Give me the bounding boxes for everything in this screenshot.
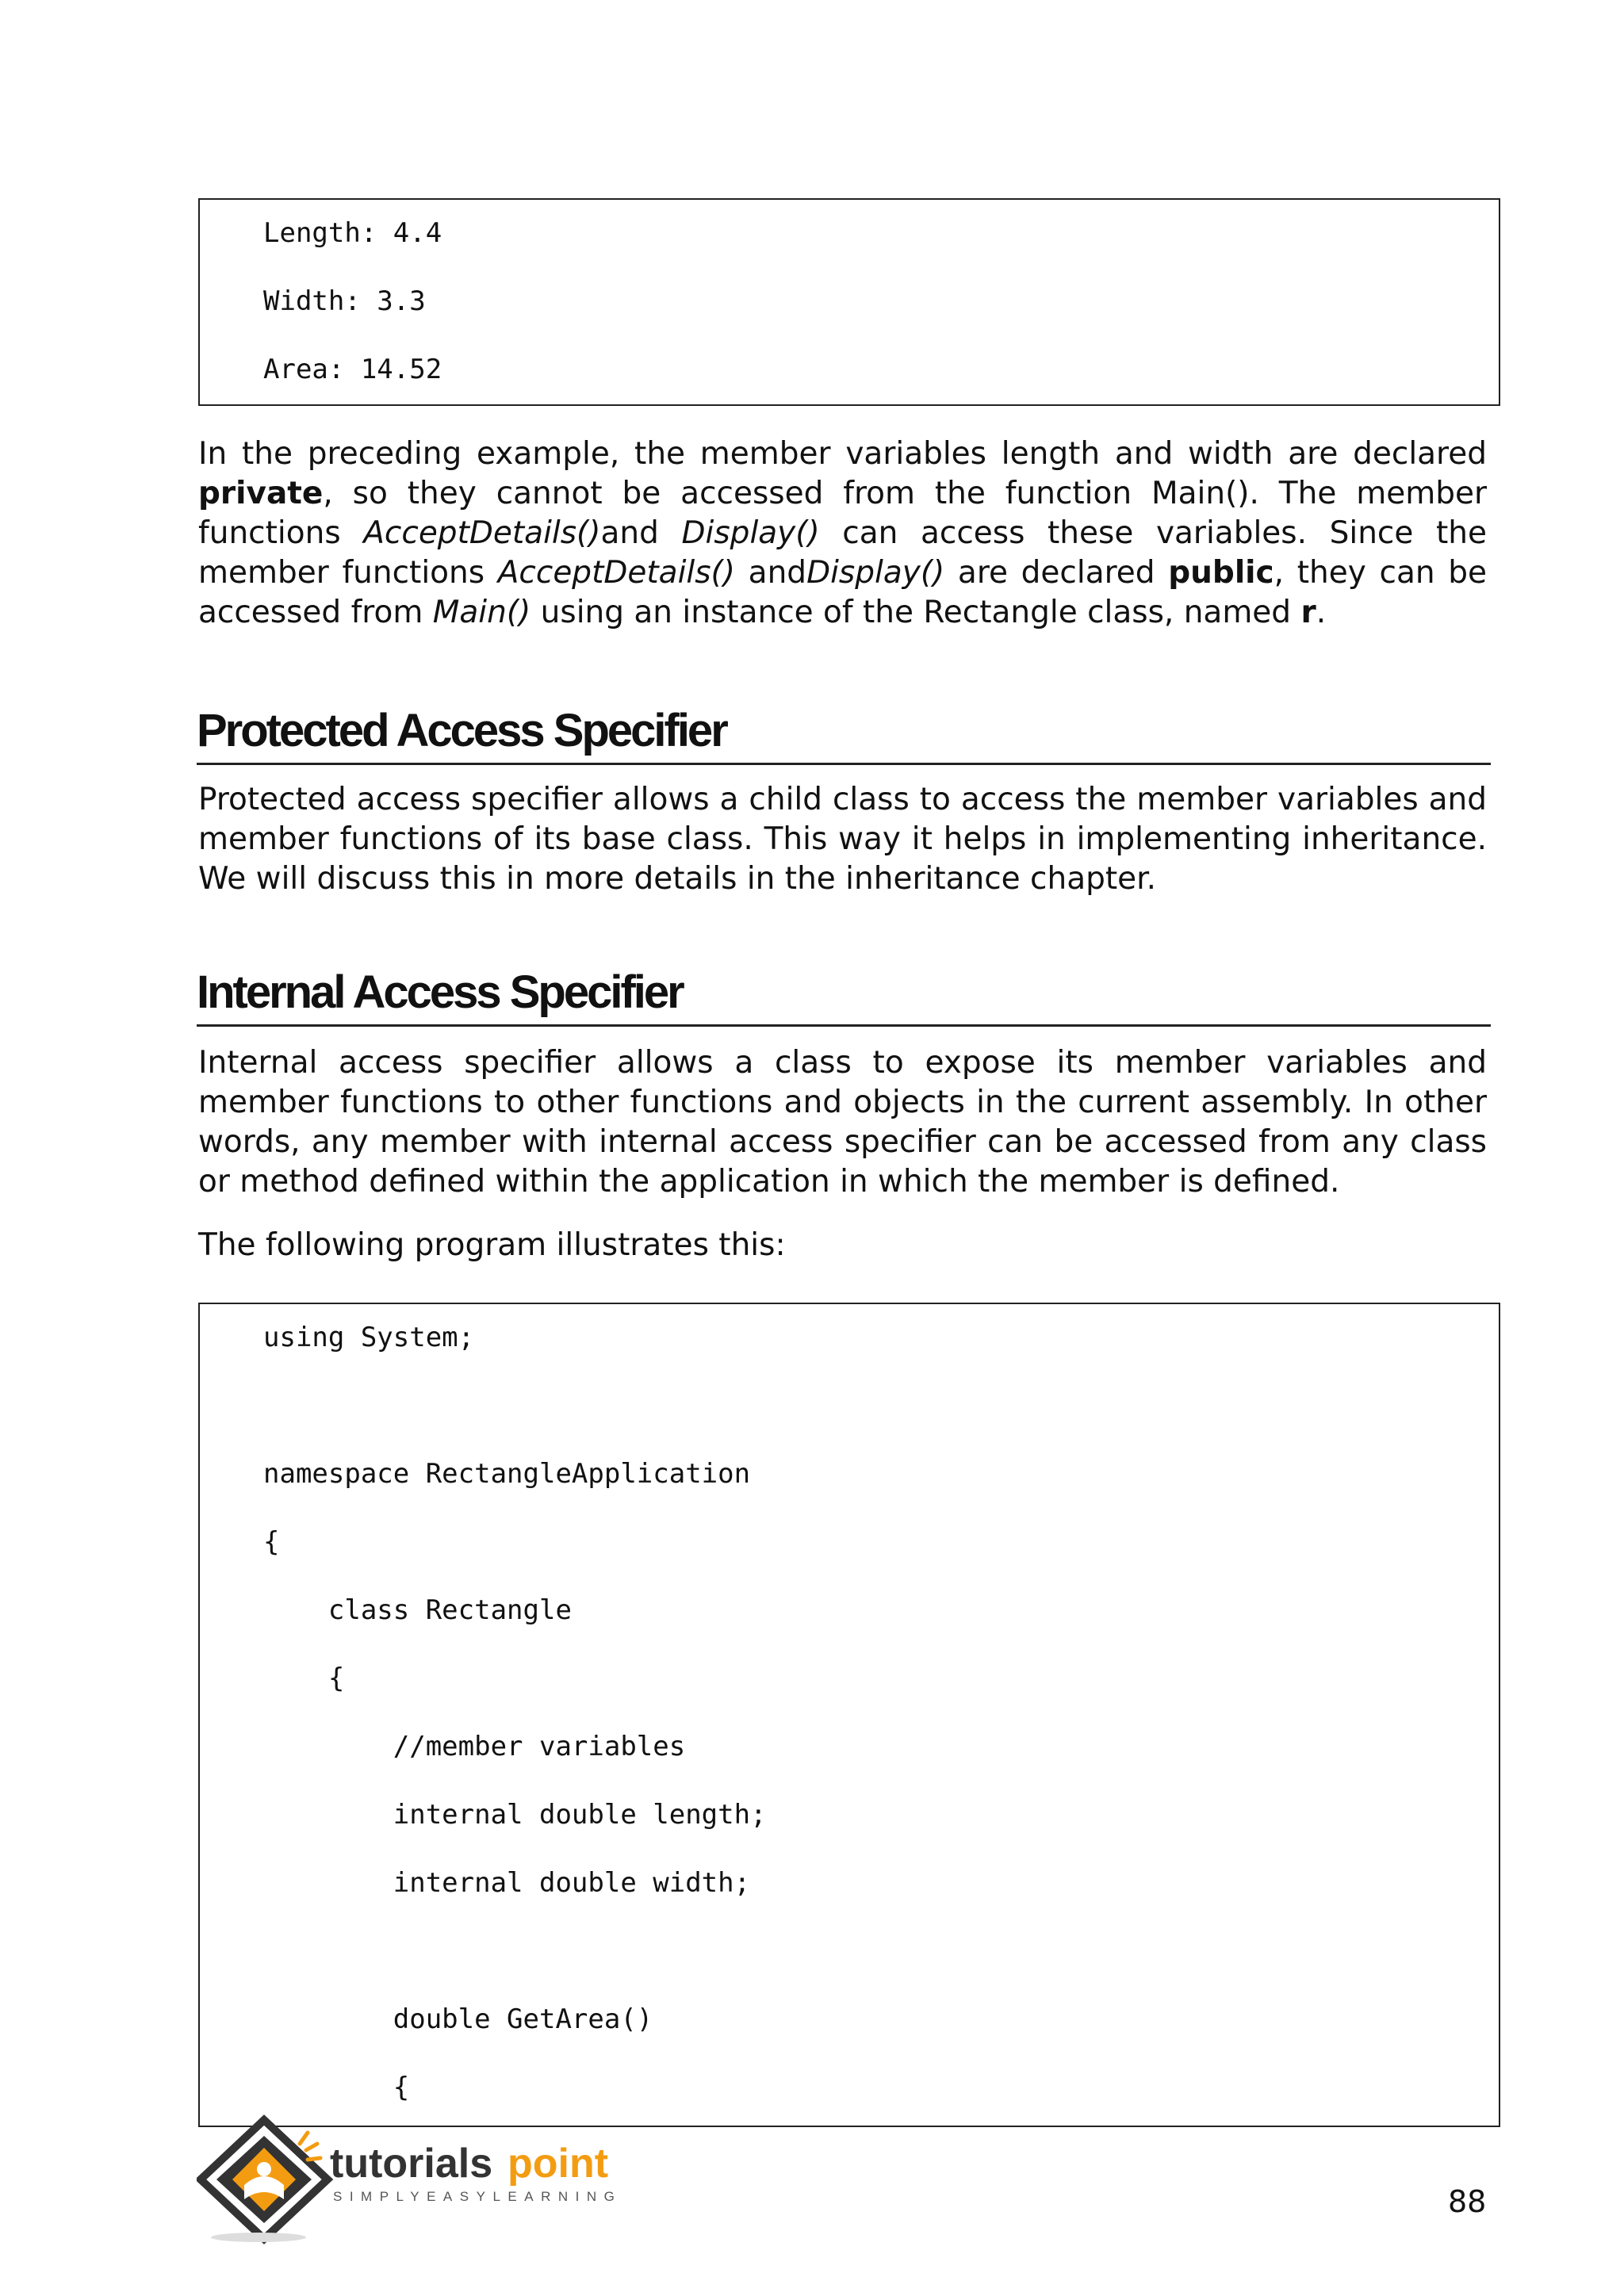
tutorialspoint-logo [197, 2112, 657, 2247]
code-line: namespace RectangleApplication [263, 1458, 751, 1490]
code-line: double GetArea() [263, 2003, 653, 2035]
heading-internal-access-specifier: Internal Access Specifier [197, 966, 1491, 1027]
code-line: { [263, 2072, 410, 2103]
svg-text:point: point [508, 2141, 609, 2187]
paragraph-protected: Protected access specifier allows a child class to access the member variables and member functions of its base class. This way it helps in implementing inheritance. We will discuss this in more details in the inheritance chapter. [198, 782, 1487, 897]
code-line: internal double length; [263, 1799, 767, 1831]
paragraph-following-program: The following program illustrates this: [198, 1227, 786, 1263]
output-line: Area: 14.52 [263, 354, 442, 385]
program-code-box [198, 1303, 1500, 2127]
paragraph-internal: Internal access specifier allows a class to expose its member variables and member functions to other functions and objects in the current assembly. In other words, any member with internal access specifier can be accessed from any class or method defined within the application in which the member is defined. [198, 1045, 1487, 1200]
svg-text:SIMPLYEASYLEARNING: SIMPLYEASYLEARNING [333, 2189, 622, 2204]
heading-protected-access-specifier: Protected Access Specifier [197, 704, 1491, 765]
svg-text:tutorials: tutorials [330, 2141, 493, 2187]
page-number: 88 [1448, 2184, 1487, 2219]
code-line: { [263, 1526, 280, 1558]
code-line: internal double width; [263, 1867, 751, 1899]
logo-emblem-icon [201, 2120, 327, 2242]
code-line: { [263, 1663, 345, 1694]
paragraph-private-explanation: In the preceding example, the member variables length and width are declared private, so they cannot be accessed from the function Main(). The member functions AcceptDetails()and Display() can access these variables. Since the member functions AcceptDetails() andDisplay() are declared public, they can be accessed from Main() using an instance of the Rectangle class, named r. [198, 436, 1487, 630]
output-line: Length: 4.4 [263, 217, 442, 249]
output-code-box [198, 198, 1500, 406]
output-line: Width: 3.3 [263, 285, 426, 317]
code-line: class Rectangle [263, 1594, 572, 1626]
code-line: using System; [263, 1322, 475, 1353]
code-line: //member variables [263, 1731, 686, 1762]
